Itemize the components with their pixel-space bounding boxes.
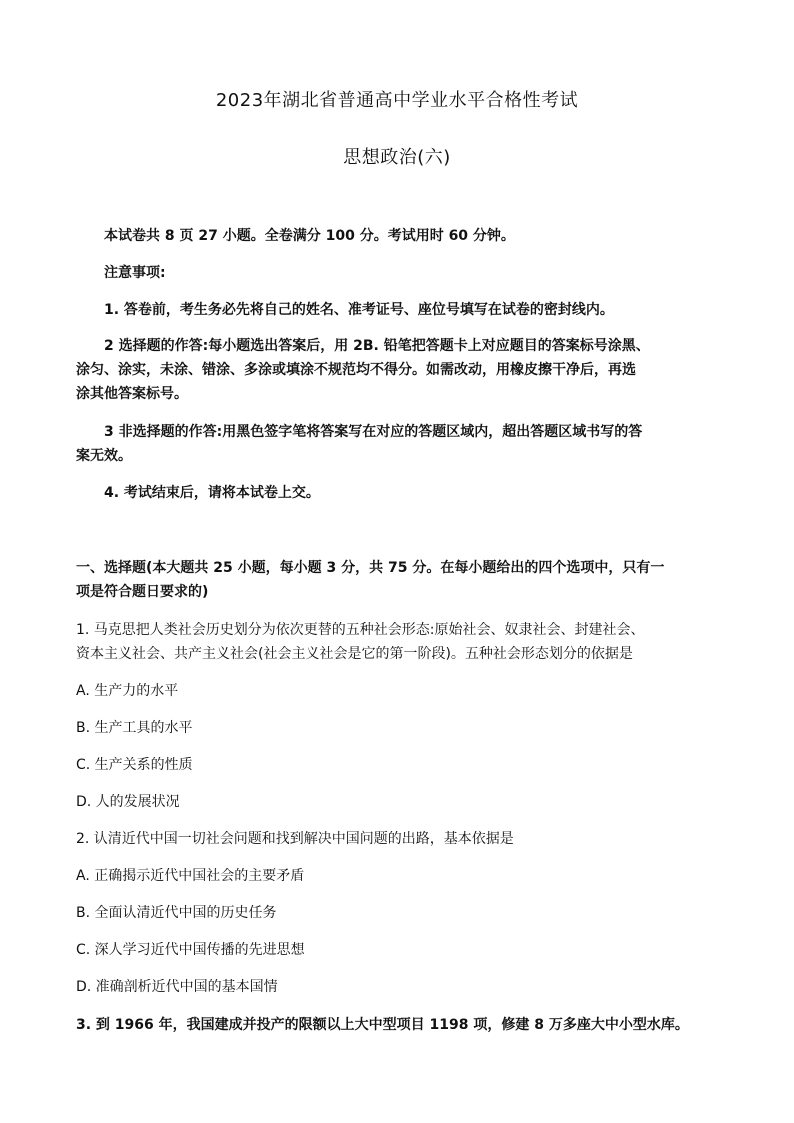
section-heading-line: 项是符合题日要求的) bbox=[76, 584, 209, 600]
notice-item-4: 4. 考试结束后，请将本试卷上交。 bbox=[104, 485, 320, 501]
exam-title: 2023年湖北省普通高中学业水平合格性考试 bbox=[215, 90, 579, 111]
question-1-stem-line: 资本主义社会、共产主义社会(社会主义社会是它的第一阶段)。五种社会形态划分的依据是 bbox=[76, 646, 633, 662]
notice-item-3-line: 案无效。 bbox=[76, 448, 132, 464]
notice-item-2-line: 2 选择题的作答:每小题选出答案后，用 2B. 铅笔把答题卡上对应题目的答案标号涂黑、 bbox=[104, 338, 650, 354]
question-2-option-b: B. 全面认清近代中国的历史任务 bbox=[76, 905, 277, 921]
question-1-option-c: C. 生产关系的性质 bbox=[76, 757, 193, 773]
question-2-option-c: C. 深人学习近代中国传播的先进思想 bbox=[76, 942, 305, 958]
notice-item-2-line: 涂匀、涂实，未涂、错涂、多涂或填涂不规范均不得分。如需改动，用橡皮擦干净后，再选 bbox=[76, 362, 636, 378]
section-heading-line: 一、选择题(本大题共 25 小题，每小题 3 分，共 75 分。在每小题给出的四个选项中，只有一 bbox=[76, 560, 665, 576]
question-3-stem: 3. 到 1966 年，我国建成并投产的限额以上大中型项目 1198 项，修建 8 万多座大中小型水库。 bbox=[76, 1017, 689, 1033]
notice-item-2-line: 涂其他答案标号。 bbox=[76, 386, 188, 402]
question-2-option-d: D. 准确剖析近代中国的基本国情 bbox=[76, 979, 278, 995]
exam-subtitle: 思想政治(六) bbox=[343, 147, 451, 168]
notice-item-1: 1. 答卷前，考生务必先将自己的姓名、准考证号、座位号填写在试卷的密封线内。 bbox=[104, 302, 614, 318]
question-1-option-a: A. 生产力的水平 bbox=[76, 683, 179, 699]
question-1-option-d: D. 人的发展状况 bbox=[76, 794, 180, 810]
question-2-option-a: A. 正确揭示近代中国社会的主要矛盾 bbox=[76, 868, 305, 884]
question-1-option-b: B. 生产工具的水平 bbox=[76, 720, 193, 736]
exam-summary: 本试卷共 8 页 27 小题。全卷满分 100 分。考试用时 60 分钟。 bbox=[104, 228, 515, 244]
notice-heading: 注意事项: bbox=[104, 265, 166, 281]
question-1-stem-line: 1. 马克思把人类社会历史划分为依次更替的五种社会形态:原始社会、奴隶社会、封建社会、 bbox=[76, 622, 645, 638]
notice-item-3-line: 3 非选择题的作答:用黑色签字笔将答案写在对应的答题区域内，超出答题区域书写的答 bbox=[104, 424, 643, 440]
question-2-stem: 2. 认清近代中国一切社会问题和找到解决中国问题的出路，基本依据是 bbox=[76, 831, 514, 847]
